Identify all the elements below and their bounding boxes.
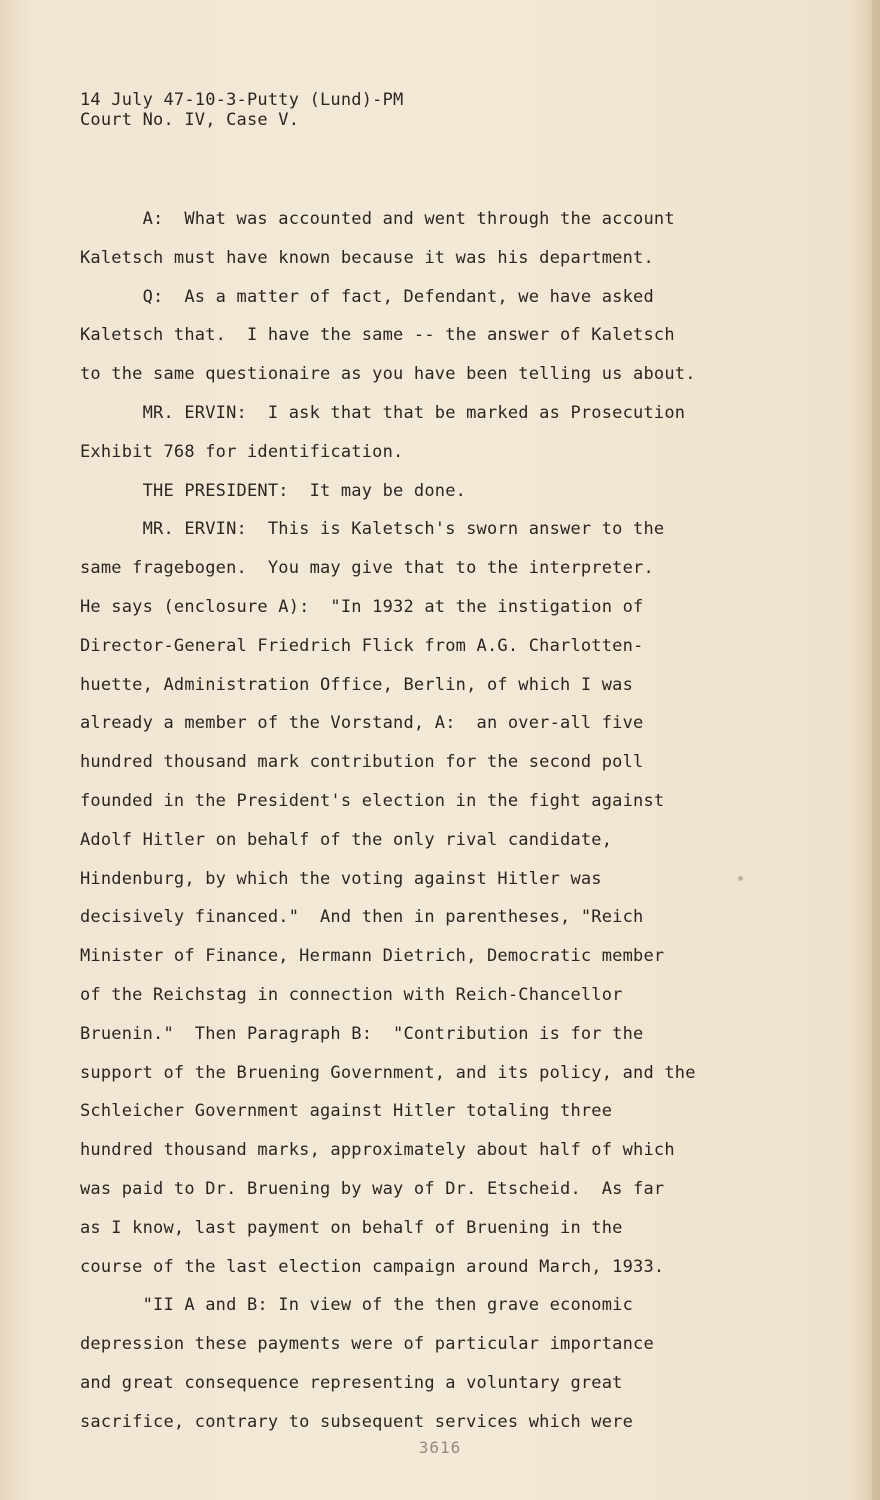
body-line: Bruenin." Then Paragraph B: "Contribution is for the	[80, 1023, 644, 1044]
header-line-court: Court No. IV, Case V.	[80, 110, 300, 130]
body-line: as I know, last payment on behalf of Bruening in the	[80, 1217, 623, 1238]
body-line: depression these payments were of particular importance	[80, 1334, 654, 1355]
body-line: of the Reichstag in connection with Reich-Chancellor	[80, 984, 623, 1005]
body-line: huette, Administration Office, Berlin, of which I was	[80, 674, 634, 695]
body-line: Kaletsch that. I have the same -- the answer of Kaletsch	[80, 325, 675, 346]
body-line: He says (enclosure A): "In 1932 at the instigation of	[80, 596, 644, 617]
body-line: Schleicher Government against Hitler totaling three	[80, 1101, 613, 1122]
transcript-body	[80, 200, 780, 1442]
body-line: Minister of Finance, Hermann Dietrich, Democratic member	[80, 946, 665, 967]
body-line: "II A and B: In view of the then grave economic	[80, 1295, 634, 1316]
body-line: already a member of the Vorstand, A: an over-all five	[80, 713, 644, 734]
body-line: THE PRESIDENT: It may be done.	[80, 480, 467, 501]
body-line: MR. ERVIN: This is Kaletsch's sworn answer to the	[80, 519, 665, 540]
body-line: founded in the President's election in the fight against	[80, 790, 665, 811]
document-header	[80, 90, 800, 130]
body-line: hundred thousand marks, approximately about half of which	[80, 1140, 675, 1161]
body-line: sacrifice, contrary to subsequent services which were	[80, 1411, 634, 1432]
body-line: same fragebogen. You may give that to the interpreter.	[80, 558, 654, 579]
body-line: course of the last election campaign around March, 1933.	[80, 1256, 665, 1277]
header-line-date: 14 July 47-10-3-Putty (Lund)-PM	[80, 90, 404, 110]
body-line: decisively financed." And then in parentheses, "Reich	[80, 907, 644, 928]
body-line: MR. ERVIN: I ask that that be marked as Prosecution	[80, 402, 686, 423]
body-line: to the same questionaire as you have been telling us about.	[80, 364, 696, 385]
body-line: Kaletsch must have known because it was his department.	[80, 247, 654, 268]
body-line: Exhibit 768 for identification.	[80, 441, 404, 462]
body-line: Q: As a matter of fact, Defendant, we have asked	[80, 286, 654, 307]
body-line: Hindenburg, by which the voting against Hitler was	[80, 868, 602, 889]
page-number: 3616	[418, 1438, 462, 1457]
body-line: and great consequence representing a voluntary great	[80, 1372, 623, 1393]
body-line: A: What was accounted and went through the account	[80, 209, 675, 229]
body-line: hundred thousand mark contribution for the second poll	[80, 752, 644, 773]
paper-speck	[738, 876, 743, 881]
body-line: Adolf Hitler on behalf of the only rival candidate,	[80, 829, 613, 850]
body-line: was paid to Dr. Bruening by way of Dr. Etscheid. As far	[80, 1178, 665, 1199]
body-line: Director-General Friedrich Flick from A.G. Charlotten-	[80, 635, 644, 656]
body-line: support of the Bruening Government, and its policy, and the	[80, 1062, 696, 1083]
page-edge-shadow	[872, 0, 880, 1500]
